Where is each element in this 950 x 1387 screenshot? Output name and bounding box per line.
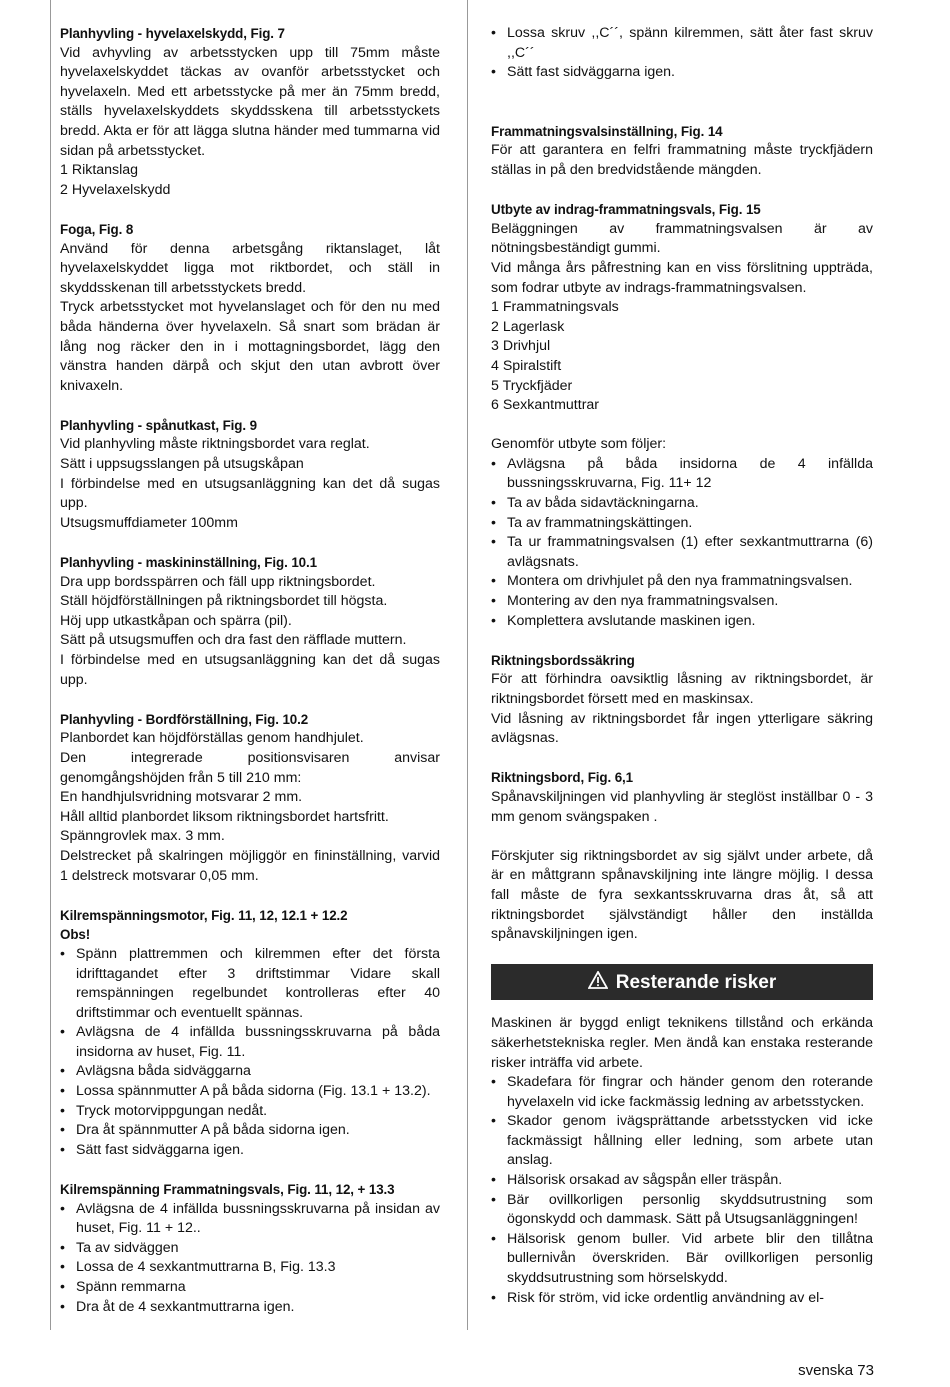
spacer	[491, 827, 873, 847]
paragraph: Den integrerade positionsvisaren anvisar genomgångshöjden från 5 till 210 mm:	[60, 749, 440, 786]
section-heading: Utbyte av indrag-frammatningsvals, Fig. 15	[491, 202, 761, 218]
paragraph: Tryck arbetsstycket mot hyvelanslaget och för den nu med båda händerna över hyvelaxeln. Så snart som brädan är lång nog räcker den in i mottagningsbordet, lägg den vänstra handen därpå och skjut den utan avbrott över knivaxeln.	[60, 299, 440, 394]
section-heading: Frammatningsvalsinställning, Fig. 14	[491, 123, 723, 139]
list-item: • Lossa spännmutter A på båda sidorna (Fig. 13.1 + 13.2).	[60, 1082, 440, 1102]
paragraph: Vid avhyvling av arbetsstycken upp till 75mm måste hyvelaxelskyddet täckas av ovanför arbetsstycket och hyvelaxeln. Med ett arbetsstycke på mer än 75mm bredd, ställs hyvelaxelskyddets skyddsskena till arbetsstyckets bredd. Akta er för att lägga slutna händer med tummarna vid sidan på arbetsstycket.	[60, 44, 440, 159]
text-line: Utsugsmuffdiameter 100mm	[60, 514, 238, 531]
paragraph: För att förhindra oavsiktlig låsning av riktningsbordet, är riktningsbordet försett med en maskinsax.	[491, 671, 873, 707]
paragraph: Förskjuter sig riktningsbordet av sig självt under arbete, då är en måttgrann spånavskiljning inte längre möjlig. I dessa fall måste de fyra sexkantsskruvarna dras åt, så att riktningsbordet självständigt håller den inställda spånavskiljningen igen.	[491, 847, 873, 943]
list-item: • Komplettera avslutande maskinen igen.	[491, 612, 873, 632]
bullet-list	[491, 24, 873, 83]
section-heading: Kilremspänning Frammatningsvals, Fig. 11, 12, + 13.3	[60, 1182, 395, 1198]
list-item: • Ta av båda sidavtäckningarna.	[491, 494, 873, 514]
paragraph: Beläggningen av frammatningsvalsen är av nötningsbeständigt gummi.	[491, 220, 873, 257]
legend-line: 1 Riktanslag	[60, 162, 139, 179]
section-foga	[60, 220, 440, 396]
list-item: • Skador genom ivägsprättande arbetsstycken vid icke fackmässigt hållning eller ledning, som arbete utan anslag.	[491, 1112, 873, 1171]
bullet-list	[60, 945, 440, 1161]
section-hyvelaxelskydd	[60, 24, 440, 200]
text-line: En handhjulsvridning motsvarar 2 mm.	[60, 789, 303, 806]
text-line: Ställ höjdförställningen på riktningsbordet till högsta.	[60, 593, 388, 610]
paragraph: Maskinen är byggd enligt teknikens tillstånd och erkända säkerhetstekniska regler. Men ändå kan enstaka resterande risker inträffa vid arbete.	[491, 1015, 873, 1071]
list-item: • Sätt fast sidväggarna igen.	[491, 63, 873, 83]
section-riktningsbord	[491, 768, 873, 944]
left-column	[60, 24, 440, 1337]
section-heading: Foga, Fig. 8	[60, 221, 134, 237]
section-heading: Planhyvling - maskininställning, Fig. 10.1	[60, 555, 317, 571]
list-item: • Spänn remmarna	[60, 1278, 440, 1298]
section-frammatningsvalsinstallning	[491, 122, 873, 181]
right-column	[491, 24, 873, 1328]
text-line: Sätt i uppsugsslangen på utsugskåpan	[60, 456, 304, 473]
text-line: Spänngrovlek max. 3 mm.	[60, 828, 225, 845]
legend-line: 2 Hyvelaxelskydd	[60, 181, 171, 198]
list-item: • Dra åt de 4 sexkantmuttrarna igen.	[60, 1298, 440, 1318]
legend-line: 1 Frammatningsvals	[491, 299, 619, 316]
section-kilremspanning-motor	[60, 906, 440, 1161]
legend-line: 3 Drivhjul	[491, 338, 551, 355]
list-item: • Avlägsna de 4 infällda bussningsskruvarna på insidan av huset, Fig. 11 + 12..	[60, 1200, 440, 1239]
text-line: Sätt på utsugsmuffen och dra fast den räfflade muttern.	[60, 632, 407, 649]
warning-triangle-icon	[588, 971, 608, 994]
legend-line: 5 Tryckfjäder	[491, 377, 573, 394]
list-item: • Montera om drivhjulet på den nya frammatningsvalsen.	[491, 572, 873, 592]
section-kilremspanning-frammatning	[60, 1180, 440, 1317]
section-bordforstallning	[60, 710, 440, 886]
legend-line: 4 Spiralstift	[491, 357, 562, 374]
section-heading: Planhyvling - hyvelaxelskydd, Fig. 7	[60, 26, 285, 41]
paragraph: Delstrecket på skalringen möjliggör en fininställning, varvid 1 delstreck motsvarar 0,05 mm.	[60, 847, 440, 884]
list-item: • Ta av frammatningskättingen.	[491, 514, 873, 534]
section-heading: Riktningsbord, Fig. 6,1	[491, 770, 634, 786]
list-item: • Spänn plattremmen och kilremmen efter det första idrifttagandet efter 3 driftstimmar Vidare skall remspänningen regelbundet kontrolleras efter 40 driftstimmar och eventuellt spännas.	[60, 945, 440, 1023]
bullet-list	[491, 455, 873, 631]
list-item: • Lossa de 4 sexkantmuttrarna B, Fig. 13.3	[60, 1258, 440, 1278]
section-utbyte-frammatningsvals	[491, 200, 873, 631]
paragraph: Vid låsning av riktningsbordet får ingen ytterligare säkring avlägsnas.	[491, 710, 873, 747]
section-maskininstallning	[60, 553, 440, 690]
list-item: • Ta ur frammatningsvalsen (1) efter sexkantmuttrarna (6) avlägsnats.	[491, 533, 873, 572]
paragraph: Vid många års påfrestning kan en viss förslitning uppträda, som fodrar utbyte av indrags-frammatningsvalsen.	[491, 259, 873, 296]
section-heading: Planhyvling - spånutkast, Fig. 9	[60, 417, 257, 433]
section-heading: Kilremspänningsmotor, Fig. 11, 12, 12.1 + 12.2	[60, 907, 348, 923]
section-heading: Planhyvling - Bordförställning, Fig. 10.2	[60, 711, 309, 727]
section-spanutkast	[60, 416, 440, 534]
paragraph: I förbindelse med en utsugsanläggning kan det då sugas upp.	[60, 652, 440, 688]
paragraph: För att garantera en felfri frammatning måste tryckfjädern ställas in på den bredvidstående mängden.	[491, 142, 873, 178]
list-item: • Bär ovillkorligen personlig skyddsutrustning som ögonskydd och dammask. Sätt på Utsugsanläggningen!	[491, 1191, 873, 1230]
spacer	[491, 416, 873, 436]
list-item: • Avlägsna på båda insidorna de 4 infällda bussningsskruvarna, Fig. 11+ 12	[491, 455, 873, 494]
column-divider	[467, 0, 468, 1330]
left-margin-rule	[50, 0, 51, 1330]
section-heading: Riktningsbordssäkring	[491, 652, 635, 668]
text-line: Dra upp bordsspärren och fäll upp riktningsbordet.	[60, 573, 376, 590]
list-item: • Avlägsna de 4 infällda bussningsskruvarna på båda insidorna av huset, Fig. 11.	[60, 1023, 440, 1062]
legend-line: 2 Lagerlask	[491, 318, 565, 335]
text-line: Höj upp utkastkåpan och spärra (pil).	[60, 612, 292, 629]
list-item: • Ta av sidväggen	[60, 1239, 440, 1259]
list-item: • Lossa skruv ,,C´´, spänn kilremmen, sätt åter fast skruv ,,C´´	[491, 24, 873, 63]
residual-risks-banner	[491, 964, 873, 1000]
bullet-list	[491, 1073, 873, 1308]
paragraph: Spånavskiljningen vid planhyvling är steglöst inställbar 0 - 3 mm genom svängspaken .	[491, 788, 873, 825]
list-item: • Hälsorisk orsakad av sågspån eller träspån.	[491, 1171, 873, 1191]
bullet-list	[60, 1200, 440, 1318]
section-resterande-risker	[491, 1014, 873, 1308]
list-item: • Risk för ström, vid icke ordentlig användning av el-	[491, 1289, 873, 1309]
banner-title: Resterande risker	[615, 971, 777, 993]
page-number: svenska 73	[798, 1362, 874, 1379]
paragraph: Använd för denna arbetsgång riktanslaget, låt hyvelaxelskyddet ligga mot riktbordet, och ställ in skyddsskenan till arbetsstyckets bredd.	[60, 240, 440, 296]
note-heading: Obs!	[60, 927, 91, 943]
text-line: Genomför utbyte som följer:	[491, 436, 667, 453]
paragraph: Håll alltid planbordet liksom riktningsbordet hartsfritt.	[60, 808, 389, 825]
legend-line: 6 Sexkantmuttrar	[491, 397, 600, 414]
list-item: • Skadefara för fingrar och händer genom den roterande hyvelaxeln vid icke fackmässig ledning av arbetsstycken.	[491, 1073, 873, 1112]
list-item: • Hälsorisk genom buller. Vid arbete blir den tillåtna bullernivån överskriden. Bär ovillkorligen personlig skyddsutrustning som hörselskydd.	[491, 1230, 873, 1289]
list-item: • Sätt fast sidväggarna igen.	[60, 1141, 440, 1161]
list-item: • Tryck motorvippgungan nedåt.	[60, 1102, 440, 1122]
list-item: • Dra åt spännmutter A på båda sidorna igen.	[60, 1121, 440, 1141]
section-riktningsbordssakring	[491, 651, 873, 749]
list-item: • Avlägsna båda sidväggarna	[60, 1062, 440, 1082]
paragraph: I förbindelse med en utsugsanläggning kan det då sugas upp.	[60, 475, 440, 512]
text-line: Vid planhyvling måste riktningsbordet vara reglat.	[60, 436, 370, 453]
list-item: • Montering av den nya frammatningsvalsen.	[491, 592, 873, 612]
spacer	[491, 83, 873, 122]
text-line: Planbordet kan höjdförställas genom handhjulet.	[60, 730, 364, 747]
